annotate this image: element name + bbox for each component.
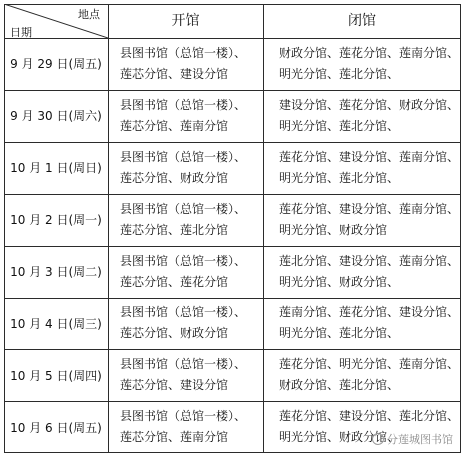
open-branch-line: 莲芯分馆、建设分馆 (120, 66, 229, 81)
date-cell: 10 月 4 日(周三) (10, 316, 102, 331)
closed-branch-line: 莲花分馆、建设分馆、莲南分馆、 (279, 201, 460, 216)
open-branch-line: 莲芯分馆、莲南分馆 (120, 118, 229, 133)
open-branch-line: 县图书馆（总馆一楼）、 (120, 305, 247, 320)
closed-branches-cell (263, 142, 461, 194)
wechat-icon (372, 433, 384, 445)
table-row (4, 349, 461, 401)
watermark (372, 431, 453, 447)
open-branch-line: 莲芯分馆、莲花分馆 (120, 274, 229, 289)
open-branch-line: 县图书馆（总馆一楼）、 (120, 409, 247, 424)
open-branch-line: 县图书馆（总馆一楼）、 (120, 97, 247, 112)
closed-branch-line: 明光分馆、莲北分馆、 (279, 170, 400, 185)
closed-branch-line: 建设分馆、莲花分馆、财政分馆、 (279, 97, 460, 112)
row-divider (4, 401, 461, 402)
closed-branch-line: 明光分馆、莲北分馆、 (279, 118, 400, 133)
date-cell: 9 月 30 日(周六) (10, 109, 102, 124)
table-row (4, 142, 461, 194)
closed-branch-line: 明光分馆、财政分馆、 (279, 430, 400, 445)
closed-branch-line: 明光分馆、财政分馆、 (279, 274, 400, 289)
open-branches-cell (108, 349, 259, 401)
open-branch-line: 县图书馆（总馆一楼）、 (120, 357, 247, 372)
open-branch-line: 莲芯分馆、莲北分馆 (120, 222, 229, 237)
open-branch-line: 县图书馆（总馆一楼）、 (120, 253, 247, 268)
date-cell: 10 月 1 日(周日) (10, 161, 102, 176)
row-divider (4, 90, 461, 91)
closed-branches-cell (263, 90, 461, 142)
date-cell: 10 月 2 日(周一) (10, 213, 102, 228)
open-branch-line: 莲芯分馆、财政分馆 (120, 170, 229, 185)
schedule-table (4, 4, 461, 453)
header-date-label: 日期 (10, 26, 32, 39)
row-divider (4, 38, 461, 39)
open-branches-cell (108, 38, 259, 90)
open-branch-line: 县图书馆（总馆一楼）、 (120, 149, 247, 164)
closed-branches-cell (263, 246, 461, 298)
open-branches-cell (108, 90, 259, 142)
open-branches-cell (108, 194, 259, 246)
closed-branch-line: 莲花分馆、建设分馆、莲南分馆、 (279, 149, 460, 164)
header-open: 开馆 (171, 13, 200, 29)
closed-branch-line: 明光分馆、莲北分馆、 (279, 326, 400, 341)
row-divider (4, 246, 461, 247)
open-branch-line: 莲芯分馆、建设分馆 (120, 378, 229, 393)
row-divider (4, 194, 461, 195)
header-location-label: 地点 (78, 8, 100, 21)
table-row (4, 38, 461, 90)
open-branches-cell (108, 142, 259, 194)
closed-branch-line: 明光分馆、财政分馆 (279, 222, 388, 237)
header-closed: 闭馆 (348, 13, 376, 29)
open-branches-cell (108, 298, 259, 350)
closed-branches-cell (263, 349, 461, 401)
open-branches-cell (108, 401, 259, 453)
closed-branch-line: 莲花分馆、明光分馆、莲南分馆、 (279, 357, 460, 372)
open-branch-line: 县图书馆（总馆一楼）、 (120, 201, 247, 216)
closed-branch-line: 莲花分馆、建设分馆、莲北分馆、 (279, 409, 460, 424)
closed-branch-line: 财政分馆、莲花分馆、莲南分馆、 (279, 45, 460, 60)
closed-branch-line: 财政分馆、莲北分馆、 (279, 378, 400, 393)
row-divider (4, 298, 461, 299)
closed-branch-line: 莲南分馆、莲花分馆、建设分馆、 (279, 305, 460, 320)
closed-branches-cell (263, 38, 461, 90)
closed-branches-cell (263, 298, 461, 350)
row-divider (4, 349, 461, 350)
open-branches-cell (108, 246, 259, 298)
open-branch-line: 莲芯分馆、莲南分馆 (120, 430, 229, 445)
closed-branch-line: 明光分馆、莲北分馆、 (279, 66, 400, 81)
table-row (4, 246, 461, 298)
open-branch-line: 莲芯分馆、财政分馆 (120, 326, 229, 341)
table-row (4, 90, 461, 142)
watermark-text: 分莲城图书馆 (387, 433, 453, 446)
date-cell: 10 月 3 日(周二) (10, 265, 102, 280)
date-cell: 9 月 29 日(周五) (10, 57, 102, 72)
date-cell: 10 月 6 日(周五) (10, 420, 102, 435)
closed-branches-cell (263, 194, 461, 246)
open-branch-line: 县图书馆（总馆一楼）、 (120, 45, 247, 60)
table-row (4, 194, 461, 246)
closed-branch-line: 莲北分馆、建设分馆、莲南分馆、 (279, 253, 460, 268)
date-cell: 10 月 5 日(周四) (10, 368, 102, 383)
row-divider (4, 142, 461, 143)
table-row (4, 298, 461, 350)
